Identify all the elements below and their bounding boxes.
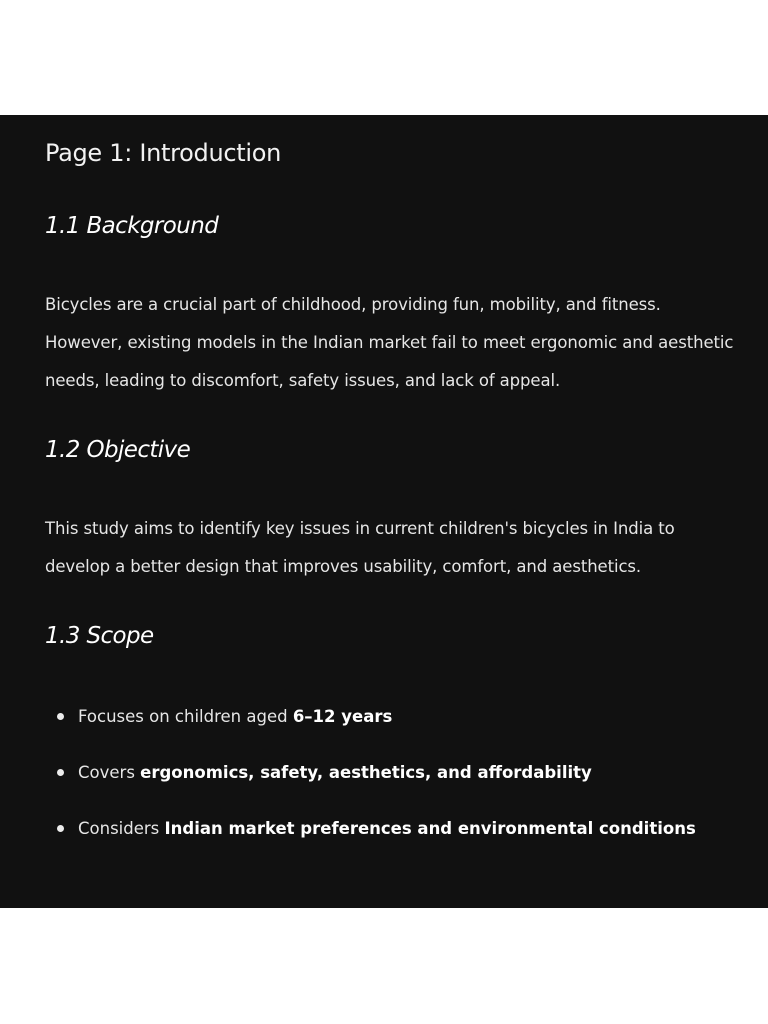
scope-heading: 1.3 Scope — [45, 623, 154, 649]
scope-item-coverage — [45, 755, 735, 811]
bullet-dot-icon — [57, 769, 64, 776]
background-heading: 1.1 Background — [45, 213, 219, 239]
bullet-dot-icon — [57, 713, 64, 720]
background-paragraph: Bicycles are a crucial part of childhood, providing fun, mobility, and fitness. However, existing models in the Indian market fail to meet ergonomic and aesthetic needs, leading to discomfort, safety issues, and lack of appeal. — [45, 295, 734, 390]
page-title: Page 1: Introduction — [45, 139, 282, 167]
objective-paragraph: This study aims to identify key issues in current children's bicycles in India to develop a better design that improves usability, comfort, and aesthetics. — [45, 519, 675, 576]
scope-item-considerations — [45, 811, 735, 867]
scope-item-prefix: Considers — [78, 819, 165, 838]
document-page — [0, 115, 768, 908]
scope-item-prefix: Covers — [78, 763, 141, 782]
scope-item-emphasis: 6–12 years — [292, 707, 393, 726]
scope-item-emphasis: Indian market preferences and environmental conditions — [164, 819, 696, 838]
scope-list — [45, 699, 735, 867]
bullet-dot-icon — [57, 825, 64, 832]
objective-heading: 1.2 Objective — [45, 437, 191, 463]
scope-item-emphasis: ergonomics, safety, aesthetics, and affordability — [140, 763, 592, 782]
scope-item-age — [45, 699, 735, 755]
scope-item-prefix: Focuses on children aged — [78, 707, 293, 726]
